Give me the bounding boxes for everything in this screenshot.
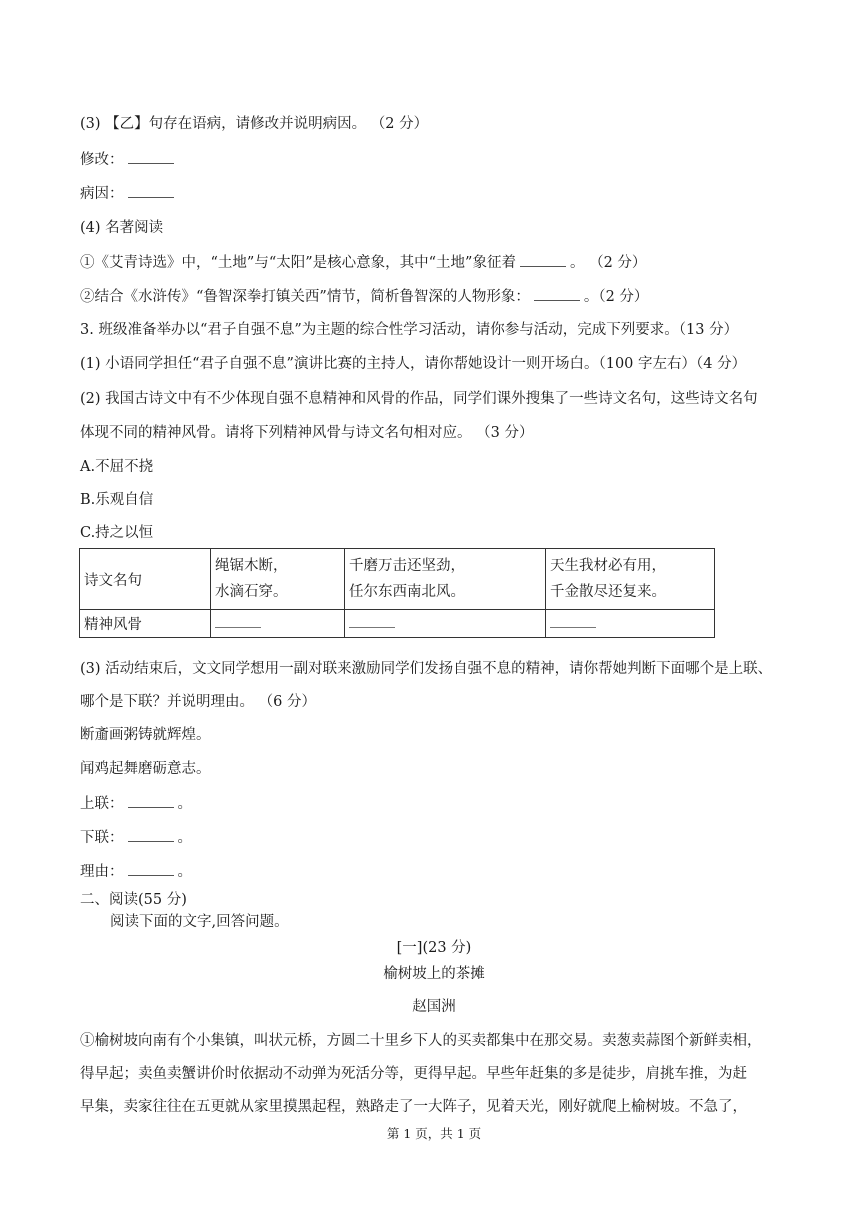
paragraph-1-line-2 — [80, 1064, 747, 1084]
page-footer — [0, 1124, 868, 1142]
s3-line-a — [80, 659, 772, 679]
q4-2-blank[interactable] — [534, 286, 580, 301]
section-2-text: 二、阅读(55 分) — [80, 892, 187, 908]
answer-cell-2[interactable] — [345, 610, 546, 638]
xiugai-line — [80, 149, 178, 170]
paragraph-1-line-3 — [80, 1097, 747, 1117]
p1b-text: 得早起；卖鱼卖蟹讲价时依据动不动弹为死活分等，更得早起。早些年赶集的多是徒步，肩挑车推，为赶 — [80, 1066, 747, 1082]
xialian-period: 。 — [177, 830, 192, 846]
xiugai-label: 修改： — [80, 152, 124, 168]
answer-cell-3[interactable] — [546, 610, 715, 638]
quote-cell-1 — [211, 549, 345, 610]
part-1-text: [一](23 分) — [396, 940, 472, 956]
s3a-text: (3) 活动结束后，文文同学想用一副对联来激励同学们发扬自强不息的精神，请你帮她判断下面哪个是上联、 — [80, 661, 773, 677]
part-1-heading — [0, 938, 868, 958]
row2-header-cell — [80, 610, 211, 638]
option-b-text: B.乐观自信 — [80, 492, 154, 508]
q3-yi-text: (3) 【乙】句存在语病，请修改并说明病因。 （2 分） — [80, 116, 429, 132]
row1-header-cell — [80, 549, 211, 610]
q3-main-text: 3. 班级准备举办以“君子自强不息”为主题的综合性学习活动，请你参与活动，完成下列要求。（13 分） — [80, 322, 739, 338]
quote-1-line2: 水滴石穿。 — [215, 584, 288, 600]
option-a — [80, 457, 153, 477]
author-text: 赵国洲 — [412, 999, 456, 1015]
q4-2-text: ②结合《水浒传》“鲁智深拳打镇关西”情节，简析鲁智深的人物形象： — [80, 289, 530, 305]
couplet-1 — [80, 725, 211, 745]
quote-2-line2: 任尔东西南北风。 — [349, 584, 465, 600]
q4-2-line — [80, 286, 648, 307]
q4-text: (4) 名著阅读 — [80, 220, 164, 236]
story-title — [0, 964, 868, 984]
quote-3-line1: 天生我材必有用， — [550, 558, 666, 574]
q4-2-score: 。（2 分） — [583, 289, 649, 305]
row2-header: 精神风骨 — [84, 617, 142, 633]
answer-blank-1[interactable] — [215, 615, 261, 628]
liyou-label: 理由： — [80, 864, 124, 880]
matching-table — [79, 548, 715, 638]
answer-cell-1[interactable] — [211, 610, 345, 638]
s2a-text: (2) 我国古诗文中有不少体现自强不息精神和风骨的作品，同学们课外搜集了一些诗文名句，这些诗文名句 — [80, 391, 758, 407]
table-row-spirit — [80, 610, 715, 638]
q4-1-text: ①《艾青诗选》中，“土地”与“太阳”是核心意象，其中“土地”象征着 — [80, 255, 516, 271]
s2-line-b — [80, 423, 533, 443]
s3b-text: 哪个是下联？并说明理由。 （6 分） — [80, 694, 316, 710]
s2b-text: 体现不同的精神风骨。请将下列精神风骨与诗文名句相对应。 （3 分） — [80, 425, 534, 441]
s1-text: (1) 小语同学担任“君子自强不息”演讲比赛的主持人，请你帮她设计一则开场白。（100 字左右）（4 分） — [80, 356, 747, 372]
q4-1-blank[interactable] — [520, 252, 566, 267]
liyou-period: 。 — [177, 864, 192, 880]
liyou-line — [80, 861, 192, 882]
s2-line-a — [80, 389, 758, 409]
xiugai-blank[interactable] — [128, 149, 174, 164]
q3-yi-question — [80, 114, 428, 134]
story-author — [0, 997, 868, 1017]
s1-line — [80, 354, 746, 374]
quote-3-line2: 千金散尽还复来。 — [550, 584, 666, 600]
story-title-text: 榆树坡上的茶摊 — [383, 966, 485, 982]
table-row-quotes — [80, 549, 715, 610]
option-b — [80, 490, 153, 510]
bingyin-blank[interactable] — [128, 183, 174, 198]
shanglian-line — [80, 793, 192, 814]
couplet-2-text: 闻鸡起舞磨砺意志。 — [80, 761, 211, 777]
xialian-line — [80, 827, 192, 848]
answer-blank-2[interactable] — [349, 615, 395, 628]
quote-cell-2 — [345, 549, 546, 610]
liyou-blank[interactable] — [128, 861, 174, 876]
q4-1-line — [80, 252, 646, 273]
shanglian-label: 上联： — [80, 796, 124, 812]
quote-cell-3 — [546, 549, 715, 610]
p1c-text: 早集，卖家往往在五更就从家里摸黑起程，熟路走了一大阵子，见着天光，刚好就爬上榆树坡。不急了， — [80, 1099, 747, 1115]
option-c — [80, 523, 153, 543]
row1-header: 诗文名句 — [84, 572, 142, 589]
q3-main — [80, 320, 738, 340]
bingyin-line — [80, 183, 178, 204]
shanglian-blank[interactable] — [128, 793, 174, 808]
paragraph-1-line-1 — [80, 1031, 762, 1051]
q4-heading — [80, 218, 163, 238]
couplet-1-text: 断齑画粥铸就辉煌。 — [80, 727, 211, 743]
xialian-label: 下联： — [80, 830, 124, 846]
bingyin-label: 病因： — [80, 186, 124, 202]
couplet-2 — [80, 759, 211, 779]
shanglian-period: 。 — [177, 796, 192, 812]
option-c-text: C.持之以恒 — [80, 525, 154, 541]
instruction-text: 阅读下面的文字,回答问题。 — [110, 914, 289, 930]
option-a-text: A.不屈不挠 — [80, 459, 154, 475]
section-2-heading — [80, 890, 187, 910]
p1a-text: ①榆树坡向南有个小集镇，叫状元桥，方圆二十里乡下人的买卖都集中在那交易。卖葱卖蒜图个新鲜卖相， — [80, 1033, 762, 1049]
xialian-blank[interactable] — [128, 827, 174, 842]
s3-line-b — [80, 692, 316, 712]
q4-1-score: 。 （2 分） — [569, 255, 647, 271]
reading-instruction — [110, 912, 289, 932]
quote-2-line1: 千磨万击还坚劲， — [349, 558, 465, 574]
answer-blank-3[interactable] — [550, 615, 596, 628]
page-number: 第 1 页，共 1 页 — [386, 1126, 482, 1141]
quote-1-line1: 绳锯木断， — [215, 558, 288, 574]
